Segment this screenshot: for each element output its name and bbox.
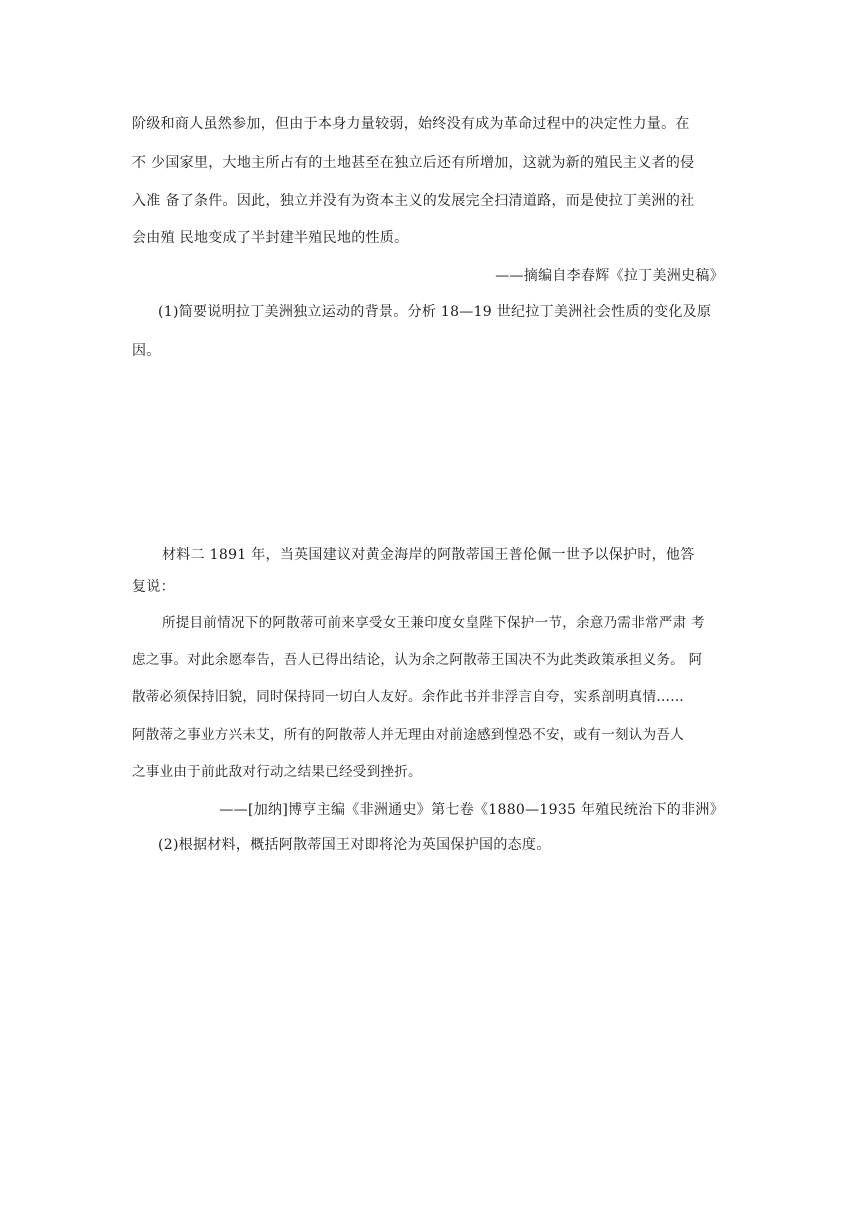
- material2-quote-line-1: 所提目前情况下的阿散蒂可前来享受女王兼印度女皇陛下保护一节，余意乃需非常严肃 考: [162, 615, 705, 631]
- material2-attribution: ——[加纳]博亨主编《非洲通史》第七卷《1880—1935 年殖民统治下的非洲》: [219, 802, 724, 818]
- question2-text: (2)根据材料，概括阿散蒂国王对即将沦为英国保护国的态度。: [158, 837, 551, 853]
- passage1-attribution: ——摘编自李春辉《拉丁美洲史稿》: [495, 268, 724, 284]
- passage1-line-2: 不 少国家里，大地主所占有的土地甚至在独立后还有所增加，这就为新的殖民主义者的侵: [132, 155, 695, 171]
- passage1-line-4: 会由殖 民地变成了半封建半殖民地的性质。: [132, 230, 409, 246]
- material2-quote-line-5: 之事业由于前此敌对行动之结果已经受到挫折。: [132, 764, 422, 780]
- material2-intro-line-1: 材料二 1891 年，当英国建议对黄金海岸的阿散蒂国王普伦佩一世予以保护时，他答: [162, 547, 695, 563]
- material2-quote-line-4: 阿散蒂之事业方兴未艾，所有的阿散蒂人并无理由对前途感到惶恐不安，或有一刻认为吾人: [132, 727, 684, 743]
- material2-intro-line-2: 复说：: [132, 579, 175, 595]
- material2-quote-line-3: 散蒂必须保持旧貌，同时保持同一切白人友好。余作此书并非浮言自夸，实系剖明真情……: [132, 689, 684, 705]
- question1-line-2: 因。: [132, 343, 161, 359]
- question1-line-1: (1)简要说明拉丁美洲独立运动的背景。分析 18—19 世纪拉丁美洲社会性质的变化及原: [158, 304, 712, 320]
- passage1-line-3: 入准 备了条件。因此，独立并没有为资本主义的发展完全扫清道路，而是使拉丁美洲的社: [132, 193, 695, 209]
- passage1-line-1: 阶级和商人虽然参加，但由于本身力量较弱，始终没有成为革命过程中的决定性力量。在: [132, 116, 690, 132]
- material2-quote-line-2: 虑之事。对此余愿奉告，吾人已得出结论，认为余之阿散蒂王国决不为此类政策承担义务。 阿: [132, 652, 703, 668]
